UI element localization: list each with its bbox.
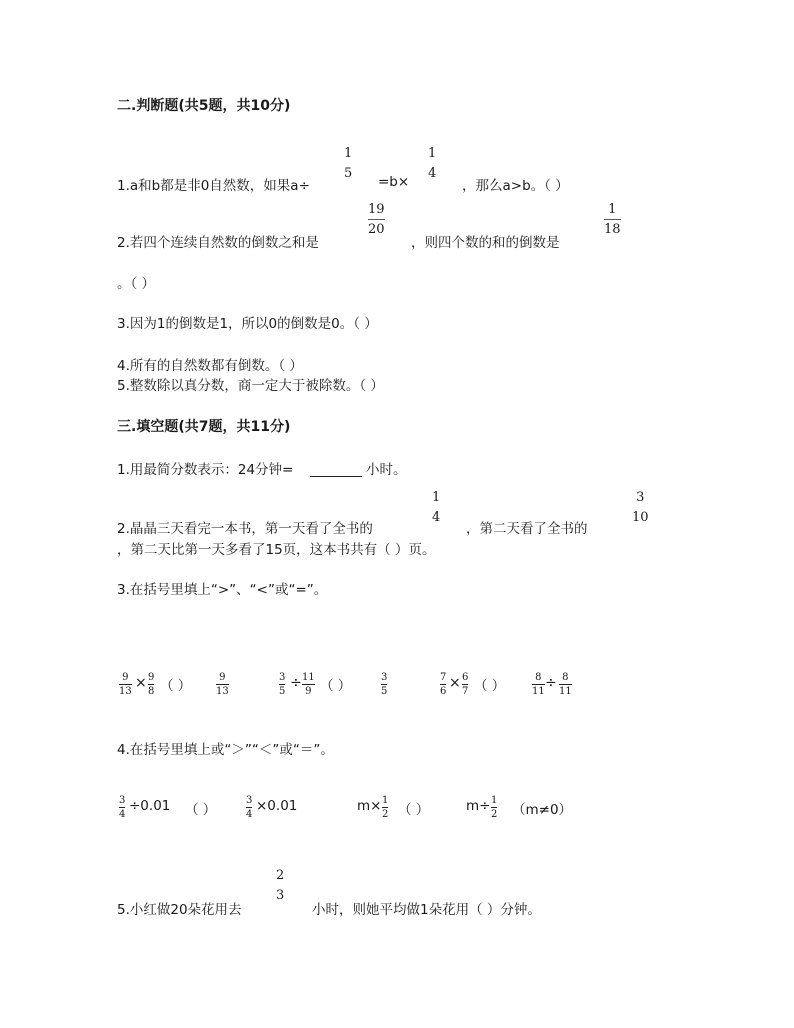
- numerator: 7: [440, 672, 447, 683]
- denominator: 13: [216, 686, 229, 697]
- q3-e3-fraction-2: [462, 672, 468, 697]
- numerator: 1: [382, 795, 389, 806]
- q4-e2-text-0: m×: [357, 798, 382, 814]
- judge-q2-text-a: 2.若四个连续自然数的倒数之和是: [117, 235, 319, 251]
- fill-q2-text-a: 2.晶晶三天看完一本书，第一天看了全书的: [117, 521, 373, 537]
- denominator: 3: [276, 888, 285, 903]
- fill-q3-title: 3.在括号里填上“>”、“<”或“=”。: [117, 582, 328, 598]
- numerator: 3: [636, 490, 645, 505]
- denominator: 10: [632, 510, 649, 525]
- q3-e3-operator-1: ×: [449, 675, 461, 691]
- judge-q3: 3.因为1的倒数是1，所以0的倒数是0。（ ）: [117, 316, 378, 332]
- fill-q2-text-c: ，第二天比第一天多看了15页，这本书共有（ ）页。: [117, 542, 436, 558]
- numerator: 3: [246, 795, 253, 806]
- q3-e3-fraction-1: [440, 672, 446, 697]
- fill-q1-text-b: 小时。: [366, 462, 407, 478]
- judge-q2-fraction-1: [368, 202, 385, 237]
- numerator: 8: [535, 672, 542, 683]
- denominator: 5: [279, 686, 286, 697]
- fill-q4-title: 4.在括号里填上或“＞”“＜”或“＝”。: [117, 742, 334, 758]
- q4-e1-fraction-1: [119, 795, 125, 820]
- numerator: 9: [122, 672, 129, 683]
- judge-q1-text-a: 1.a和b都是非0自然数，如果a÷: [117, 178, 310, 194]
- numerator: 9: [148, 672, 155, 683]
- q3-e3-operator-2: ÷: [545, 675, 557, 691]
- judge-q2-fraction-2: [604, 202, 621, 237]
- denominator: 6: [440, 686, 447, 697]
- q3-e3-fraction-3: [532, 672, 545, 697]
- numerator: 1: [432, 490, 441, 505]
- numerator: 1: [608, 202, 617, 217]
- fill-q1-answer-blank[interactable]: [310, 458, 362, 477]
- denominator: 4: [432, 510, 441, 525]
- fill-q2-fraction-2: [632, 490, 649, 525]
- numerator: 1: [344, 146, 353, 161]
- q4-e1-text-2: ×0.01: [256, 798, 298, 814]
- judge-q1-text-c: ，那么a>b。（ ）: [462, 178, 569, 194]
- q3-e1-answer-paren[interactable]: （ ）: [160, 678, 192, 694]
- q3-e3-fraction-4: [559, 672, 572, 697]
- numerator: 8: [562, 672, 569, 683]
- judge-q1-text-b: =b×: [378, 174, 410, 190]
- judge-q1-fraction-2: [428, 146, 436, 181]
- numerator: 3: [279, 672, 286, 683]
- numerator: 9: [219, 672, 226, 683]
- denominator: 4: [246, 809, 253, 820]
- numerator: 1: [428, 146, 437, 161]
- q3-e3-answer-paren[interactable]: （ ）: [474, 678, 506, 694]
- numerator: 19: [368, 202, 385, 217]
- denominator: 20: [368, 222, 385, 237]
- q4-e2-text-2: （m≠0）: [512, 802, 573, 818]
- fill-q5-fraction: [276, 868, 284, 903]
- q3-e1-operator: ×: [135, 675, 147, 691]
- section-title-fill-blank: 三.填空题(共7题，共11分): [117, 419, 291, 435]
- q3-e1-fraction-3: [216, 672, 229, 697]
- fill-q2-fraction-1: [432, 490, 440, 525]
- q3-e2-fraction-1: [279, 672, 285, 697]
- q3-e2-operator: ÷: [290, 675, 302, 691]
- numerator: 11: [302, 672, 315, 683]
- numerator: 1: [491, 795, 498, 806]
- fill-q5-text-a: 5.小红做20朵花用去: [117, 902, 242, 918]
- q4-e2-fraction-1: [382, 795, 388, 820]
- denominator: 2: [382, 809, 389, 820]
- numerator: 2: [276, 868, 285, 883]
- denominator: 9: [305, 686, 312, 697]
- denominator: 8: [148, 686, 155, 697]
- q3-e2-answer-paren[interactable]: （ ）: [320, 678, 352, 694]
- section-title-judgment: 二.判断题(共5题，共10分): [117, 98, 291, 114]
- q4-e2-fraction-2: [491, 795, 497, 820]
- denominator: 7: [462, 686, 469, 697]
- denominator: 5: [381, 686, 388, 697]
- denominator: 11: [559, 686, 572, 697]
- judge-q4: 4.所有的自然数都有倒数。（ ）: [117, 358, 303, 374]
- q3-e2-fraction-2: [302, 672, 315, 697]
- denominator: 4: [119, 809, 126, 820]
- numerator: 6: [462, 672, 469, 683]
- numerator: 3: [119, 795, 126, 806]
- judge-q2-text-b: ，则四个数的和的倒数是: [411, 235, 560, 251]
- judge-q1-fraction-1: [344, 146, 352, 181]
- denominator: 2: [491, 809, 498, 820]
- q3-e1-fraction-2: [148, 672, 154, 697]
- fill-q1-text-a: 1.用最简分数表示：24分钟=: [117, 462, 294, 478]
- q3-e1-fraction-1: [119, 672, 132, 697]
- q4-e2-text-1: m÷: [466, 798, 491, 814]
- denominator: 18: [604, 222, 621, 237]
- q4-e2-answer-paren[interactable]: （ ）: [398, 802, 430, 818]
- judge-q5: 5.整数除以真分数，商一定大于被除数。（ ）: [117, 378, 384, 394]
- q4-e1-fraction-2: [246, 795, 252, 820]
- q3-e2-fraction-3: [381, 672, 387, 697]
- q4-e1-text-1: ÷0.01: [129, 798, 171, 814]
- denominator: 13: [119, 686, 132, 697]
- fill-q5-text-b: 小时，则她平均做1朵花用（ ）分钟。: [312, 902, 541, 918]
- denominator: 4: [428, 166, 437, 181]
- denominator: 11: [532, 686, 545, 697]
- judge-q2-text-c: 。（ ）: [117, 276, 156, 292]
- fill-q2-text-b: ，第二天看了全书的: [466, 521, 588, 537]
- denominator: 5: [344, 166, 353, 181]
- q4-e1-answer-paren[interactable]: （ ）: [185, 802, 217, 818]
- numerator: 3: [381, 672, 388, 683]
